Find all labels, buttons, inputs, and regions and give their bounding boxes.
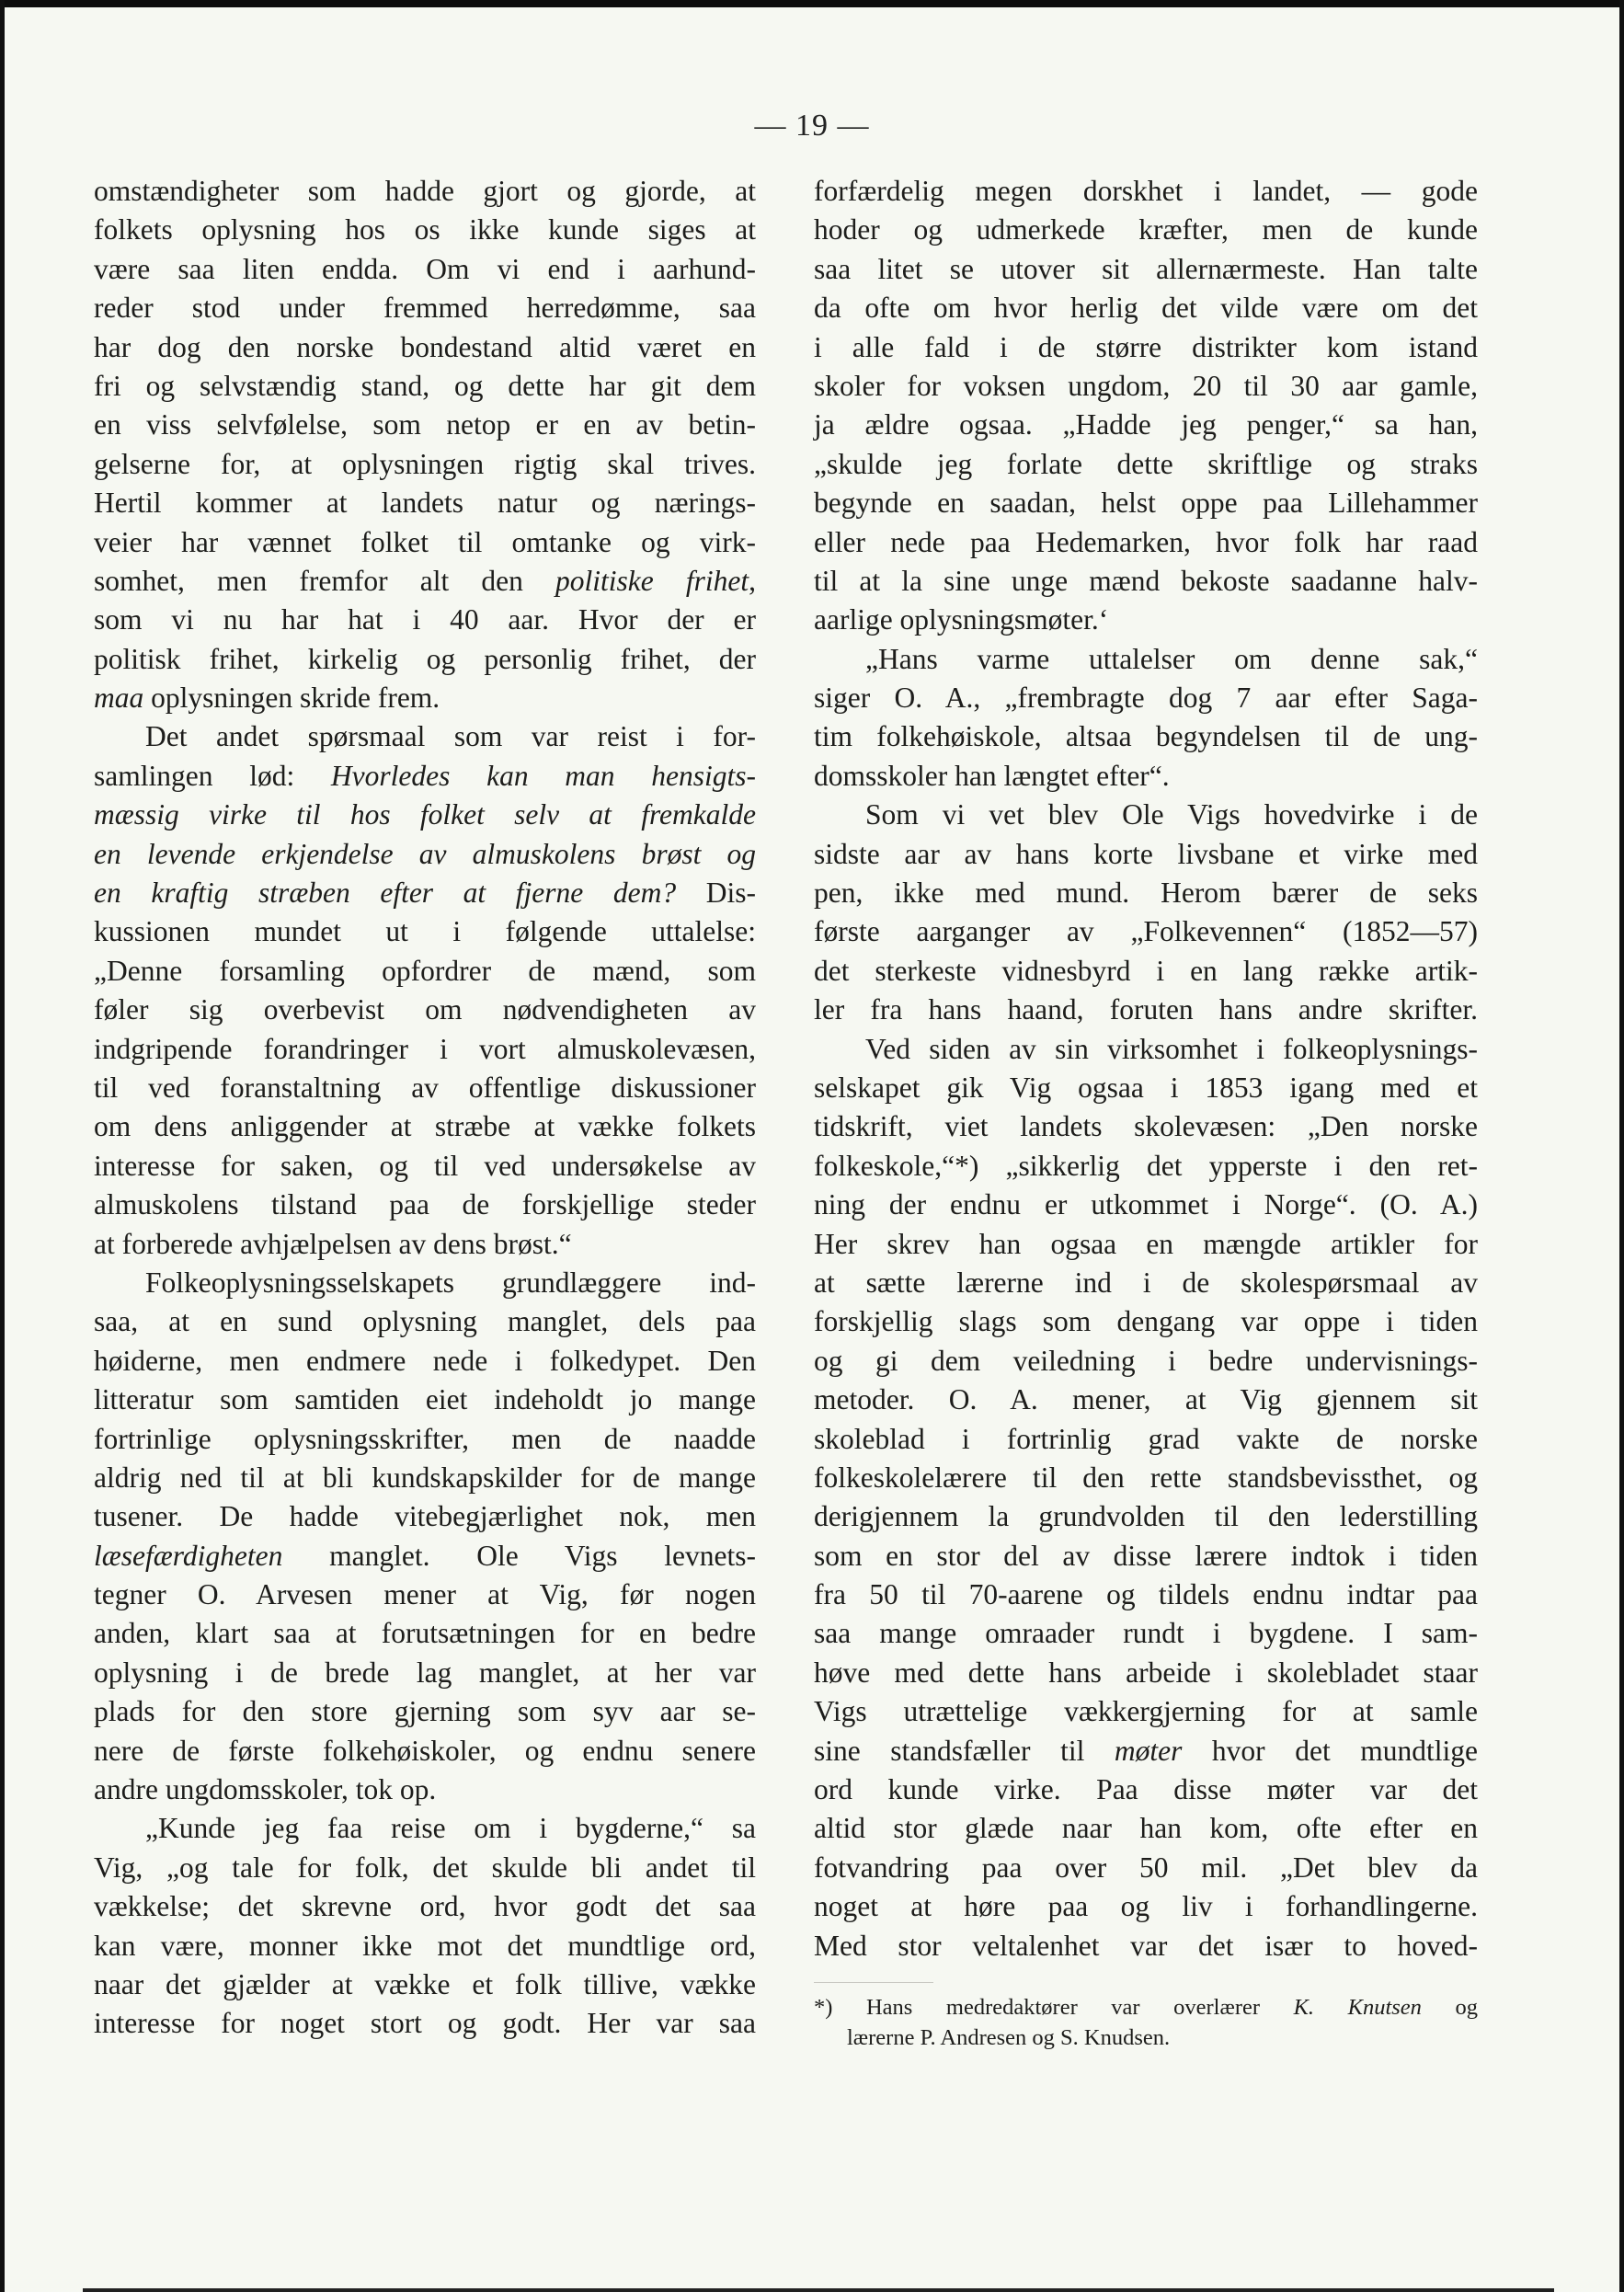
text-line: eller nede paa Hedemarken, hvor folk har raad: [814, 525, 1478, 558]
emphasis: Hvorledes kan man hensigts-: [330, 759, 757, 792]
text-line: ning der endnu er utkommet i Norge“. (O. A.): [814, 1188, 1478, 1221]
text-line: gelserne for, at oplysningen rigtig skal trives.: [94, 447, 756, 480]
text-line: veier har vænnet folket til omtanke og virk-: [94, 525, 756, 558]
text-line: aarlige oplysningsmøter.‘: [814, 603, 1109, 636]
text-line: fra 50 til 70-aarene og tildels endnu indtar paa: [814, 1578, 1478, 1611]
text-line: Vig, „og tale for folk, det skulde bli andet til: [94, 1851, 756, 1884]
text-line: forskjellig slags som dengang var oppe i tiden: [814, 1305, 1478, 1338]
text-line: somhet, men fremfor alt den politiske frihet,: [94, 564, 756, 597]
text-line: interesse for noget stort og godt. Her var saa: [94, 2007, 756, 2040]
text-line: derigjennem la grundvolden til den lederstilling: [814, 1500, 1478, 1533]
text-line: naar det gjælder at vække et folk tillive, vække: [94, 1967, 756, 2000]
text-line: indgripende forandringer i vort almuskolevæsen,: [94, 1032, 756, 1065]
text-line: sidste aar av hans korte livsbane et virke med: [814, 837, 1478, 870]
scan-border-right: [1619, 0, 1624, 2292]
text-line: Hertil kommer at landets natur og nærings-: [94, 487, 756, 520]
text-line: som vi nu har hat i 40 aar. Hvor der er: [94, 603, 756, 636]
text-line: Her skrev han ogsaa en mængde artikler for: [814, 1227, 1478, 1260]
text-line: domsskoler han længtet efter“.: [814, 759, 1170, 792]
text-line: kussionen mundet ut i følgende uttalelse:: [94, 915, 756, 948]
text-line: føler sig overbevist om nødvendigheten av: [94, 993, 756, 1026]
text-line: være saa liten endda. Om vi end i aarhund-: [94, 252, 756, 285]
text-line: som en stor del av disse lærere indtok i tiden: [814, 1539, 1478, 1572]
text-line: omstændigheter som hadde gjort og gjorde, at: [94, 175, 756, 207]
scan-border-top: [0, 0, 1624, 7]
text-line: tusener. De hadde vitebegjærlighet nok, men: [94, 1500, 756, 1533]
text-line: [94, 796, 756, 834]
text-line: litteratur som samtiden eiet indeholdt jo mange: [94, 1383, 756, 1416]
text-line: „Denne forsamling opfordrer de mænd, som: [94, 954, 756, 987]
text-line: noget at høre paa og liv i forhandlingerne.: [814, 1890, 1478, 1923]
text-line: reder stod under fremmed herredømme, saa: [94, 292, 756, 325]
text-line: tegner O. Arvesen mener at Vig, før nogen: [94, 1578, 756, 1611]
emphasis: læsefærdigheten: [94, 1539, 283, 1572]
footnote: [814, 1992, 1478, 2053]
text-line: det sterkeste vidnesbyrd i en lang række artik-: [814, 954, 1478, 987]
text-line: tidskrift, viet landets skolevæsen: „Den norske: [814, 1110, 1478, 1143]
text-line: tim folkehøiskole, altsaa begyndelsen til de ung-: [814, 720, 1478, 753]
text-line: har dog den norske bondestand altid været en: [94, 330, 756, 363]
text-line: fortrinlige oplysningsskrifter, men de naadde: [94, 1422, 756, 1455]
text-line: Vigs utrættelige vækkergjerning for at samle: [814, 1695, 1478, 1728]
right-column-body: [814, 172, 1478, 1965]
text-line: „Hans varme uttalelser om denne sak,“: [865, 642, 1478, 675]
emphasis: mæssig virke til hos folket selv at fremkalde: [94, 798, 756, 831]
text-line: andre ungdomsskoler, tok op.: [94, 1773, 437, 1806]
text-line: læsefærdigheten manglet. Ole Vigs levnets-: [94, 1539, 756, 1572]
text-line: forfærdelig megen dorskhet i landet, — gode: [814, 175, 1478, 207]
text-line: til at la sine unge mænd bekoste saadanne halv-: [814, 564, 1478, 597]
text-line: ler fra hans haand, foruten hans andre skrifter.: [814, 993, 1478, 1026]
footnote-divider: [814, 1982, 933, 1983]
text-line: „skulde jeg forlate dette skriftlige og straks: [814, 447, 1478, 480]
text-line: pen, ikke med mund. Herom bærer de seks: [814, 877, 1478, 910]
text-line: Med stor veltalenhet var det især to hoved-: [814, 1929, 1478, 1962]
text-line: at forberede avhjælpelsen av dens brøst.“: [94, 1227, 572, 1260]
text-line: metoder. O. A. mener, at Vig gjennem sit: [814, 1383, 1478, 1416]
footnote-line-2: lærerne P. Andresen og S. Knudsen.: [847, 2024, 1171, 2050]
emphasis: en levende erkjendelse av almuskolens brøst og: [94, 837, 756, 870]
text-line: om dens anliggender at stræbe at vække folkets: [94, 1110, 756, 1143]
text-line: anden, klart saa at forutsætningen for en bedre: [94, 1617, 756, 1650]
text-line: politisk frihet, kirkelig og personlig frihet, der: [94, 642, 756, 675]
text-line: nere de første folkehøiskoler, og endnu senere: [94, 1734, 756, 1767]
footnote-line-1: *) Hans medredaktører var overlærer K. Knutsen og: [814, 1994, 1478, 2020]
text-line: sine standsfæller til møter hvor det mundtlige: [814, 1734, 1478, 1767]
text-line: vækkelse; det skrevne ord, hvor godt det saa: [94, 1890, 756, 1923]
text-line: ja ældre ogsaa. „Hadde jeg penger,“ sa han,: [814, 408, 1478, 441]
text-line: Det andet spørsmaal som var reist i for-: [145, 720, 756, 753]
text-line: selskapet gik Vig ogsaa i 1853 igang med et: [814, 1071, 1478, 1104]
scan-border-left: [0, 0, 5, 2292]
text-line: folkeskole,“*) „sikkerlig det ypperste i den ret-: [814, 1149, 1478, 1182]
text-line: „Kunde jeg faa reise om i bygderne,“ sa: [145, 1812, 756, 1845]
text-line: at sætte lærerne ind i de skolespørsmaal av: [814, 1266, 1478, 1299]
left-text-column: [94, 172, 756, 2044]
text-line: ord kunde virke. Paa disse møter var det: [814, 1773, 1478, 1806]
text-line: siger O. A., „frembragte dog 7 aar efter Saga-: [814, 682, 1478, 715]
text-line: altid stor glæde naar han kom, ofte efter en: [814, 1812, 1478, 1845]
scan-border-bottom: [83, 2288, 1554, 2292]
text-line: til ved foranstaltning av offentlige diskussioner: [94, 1071, 756, 1104]
text-line: og gi dem veiledning i bedre undervisnings-: [814, 1344, 1478, 1377]
text-line: kan være, monner ikke mot det mundtlige ord,: [94, 1929, 756, 1962]
emphasis: møter: [1114, 1734, 1183, 1767]
text-line: første aarganger av „Folkevennen“ (1852—57): [814, 915, 1478, 948]
text-line: folkeskolelærere til den rette standsbevissthet, og: [814, 1461, 1478, 1494]
text-line: interesse for saken, og til ved undersøkelse av: [94, 1149, 756, 1182]
text-line: begynde en saadan, helst oppe paa Lillehammer: [814, 487, 1478, 520]
text-line: hoder og udmerkede kræfter, men de kunde: [814, 213, 1478, 246]
text-line: plads for den store gjerning som syv aar se-: [94, 1695, 756, 1728]
text-line: maa oplysningen skride frem.: [94, 682, 440, 715]
text-line: en viss selvfølelse, som netop er en av betin-: [94, 408, 756, 441]
text-line: fotvandring paa over 50 mil. „Det blev da: [814, 1851, 1478, 1884]
text-line: oplysning i de brede lag manglet, at her var: [94, 1656, 756, 1689]
text-line: Som vi vet blev Ole Vigs hovedvirke i de: [865, 798, 1478, 831]
text-line: Ved siden av sin virksomhet i folkeoplysnings-: [865, 1032, 1478, 1065]
text-line: saa litet se utover sit allernærmeste. Han talte: [814, 252, 1478, 285]
emphasis: politiske frihet: [555, 564, 749, 597]
text-line: Folkeoplysningsselskapets grundlæggere ind-: [145, 1266, 756, 1299]
text-line: saa, at en sund oplysning manglet, dels paa: [94, 1305, 756, 1338]
text-line: en kraftig stræben efter at fjerne dem? Dis-: [94, 877, 757, 910]
text-line: høiderne, men endmere nede i folkedypet. Den: [94, 1344, 756, 1377]
footnote-italic-name: K. Knutsen: [1293, 1994, 1422, 2020]
text-line: [94, 835, 756, 874]
text-line: saa mange omraader rundt i bygdene. I sam-: [814, 1617, 1478, 1650]
text-line: fri og selvstændig stand, og dette har git dem: [94, 369, 756, 402]
page-number: — 19 —: [754, 109, 870, 143]
emphasis: maa: [94, 682, 144, 715]
text-line: skoler for voksen ungdom, 20 til 30 aar gamle,: [814, 369, 1478, 402]
right-text-column: [814, 172, 1478, 2053]
text-line: samlingen lød: Hvorledes kan man hensigts-: [94, 759, 757, 792]
text-line: da ofte om hvor herlig det vilde være om det: [814, 292, 1478, 325]
text-line: skoleblad i fortrinlig grad vakte de norske: [814, 1422, 1478, 1455]
text-line: almuskolens tilstand paa de forskjellige steder: [94, 1188, 756, 1221]
emphasis: en kraftig stræben efter at fjerne dem?: [94, 877, 677, 910]
text-line: folkets oplysning hos os ikke kunde siges at: [94, 213, 756, 246]
text-line: høve med dette hans arbeide i skolebladet staar: [814, 1656, 1478, 1689]
text-line: aldrig ned til at bli kundskapskilder for de mange: [94, 1461, 756, 1494]
text-line: i alle fald i de større distrikter kom istand: [814, 330, 1478, 363]
